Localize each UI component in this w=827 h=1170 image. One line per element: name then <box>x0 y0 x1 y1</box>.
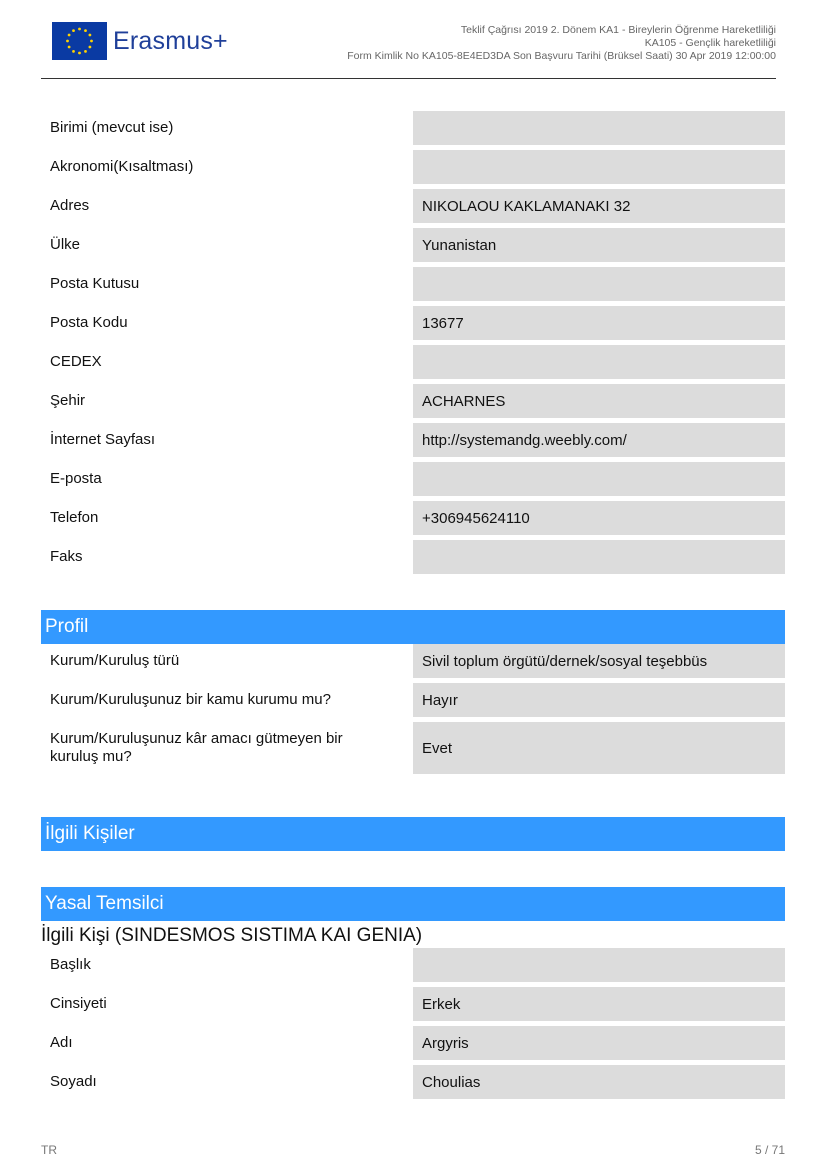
call-line-1: Teklif Çağrısı 2019 2. Dönem KA1 - Bireylerin Öğrenme Hareketliliği <box>460 24 776 36</box>
contact-person-title: İlgili Kişi (SINDESMOS SISTIMA KAI GENIA) <box>41 925 423 946</box>
field-value: NIKOLAOU KAKLAMANAKI 32 <box>413 189 785 223</box>
brand-name: Erasmus+ <box>113 26 228 55</box>
field-label: Kurum/Kuruluşunuz bir kamu kurumu mu? <box>50 691 331 708</box>
field-value <box>413 948 785 982</box>
field-row <box>41 644 785 678</box>
field-label: Akronomi(Kısaltması) <box>50 158 194 175</box>
field-value <box>413 345 785 379</box>
field-row <box>41 1065 785 1099</box>
field-value <box>413 150 785 184</box>
field-value <box>413 111 785 145</box>
field-value <box>413 462 785 496</box>
page-header <box>41 14 776 79</box>
call-line-2: KA105 - Gençlik hareketliliği <box>644 37 776 49</box>
field-row <box>41 384 785 418</box>
address-section <box>41 111 785 579</box>
field-row <box>41 683 785 717</box>
field-label: E-posta <box>50 470 102 487</box>
field-row <box>41 111 785 145</box>
field-label: Posta Kodu <box>50 314 128 331</box>
profile-section-header: Profil <box>41 610 785 644</box>
field-value: 13677 <box>413 306 785 340</box>
legal-representative-header: Yasal Temsilci <box>41 887 785 921</box>
field-row <box>41 540 785 574</box>
field-label: Posta Kutusu <box>50 275 140 292</box>
field-value: +306945624110 <box>413 501 785 535</box>
field-label: Adı <box>50 1034 73 1051</box>
field-row <box>41 150 785 184</box>
field-label: Kurum/Kuruluş türü <box>50 652 180 669</box>
field-label: Kurum/Kuruluşunuz kâr amacı gütmeyen bir kuruluş mu? <box>50 730 343 765</box>
field-row <box>41 345 785 379</box>
erasmus-logo <box>52 22 228 60</box>
field-value <box>413 267 785 301</box>
field-row <box>41 228 785 262</box>
field-row <box>41 267 785 301</box>
call-line-3: Form Kimlik No KA105-8E4ED3DA Son Başvuru Tarihi (Brüksel Saati) 30 Apr 2019 12:00:00 <box>347 50 776 62</box>
field-row <box>41 1026 785 1060</box>
field-value: Choulias <box>413 1065 785 1099</box>
field-value: Yunanistan <box>413 228 785 262</box>
field-value: ACHARNES <box>413 384 785 418</box>
eu-flag-icon <box>52 22 107 60</box>
field-row <box>41 189 785 223</box>
field-value <box>413 540 785 574</box>
field-label: Telefon <box>50 509 99 526</box>
footer-language: TR <box>41 1143 57 1157</box>
field-label: Faks <box>50 548 83 565</box>
field-label: İnternet Sayfası <box>50 431 156 448</box>
field-value: Evet <box>413 722 785 774</box>
field-value: Sivil toplum örgütü/dernek/sosyal teşebbüs <box>413 644 785 678</box>
field-value: http://systemandg.weebly.com/ <box>413 423 785 457</box>
field-label: Ülke <box>50 236 81 253</box>
field-label: Adres <box>50 197 90 214</box>
field-row <box>41 462 785 496</box>
field-row <box>41 501 785 535</box>
field-label: CEDEX <box>50 353 102 370</box>
field-label: Şehir <box>50 392 86 409</box>
field-value: Hayır <box>413 683 785 717</box>
field-label: Başlık <box>50 956 91 973</box>
field-row <box>41 722 785 774</box>
field-row <box>41 948 785 982</box>
field-row <box>41 423 785 457</box>
field-value: Argyris <box>413 1026 785 1060</box>
profile-section <box>41 644 785 779</box>
call-info <box>347 24 776 63</box>
field-label: Soyadı <box>50 1073 97 1090</box>
legal-representative-section <box>41 948 785 1104</box>
field-label: Birimi (mevcut ise) <box>50 119 174 136</box>
field-row <box>41 987 785 1021</box>
field-label: Cinsiyeti <box>50 995 107 1012</box>
page-number: 5 / 71 <box>754 1143 785 1157</box>
field-row <box>41 306 785 340</box>
related-persons-header: İlgili Kişiler <box>41 817 785 851</box>
field-value: Erkek <box>413 987 785 1021</box>
